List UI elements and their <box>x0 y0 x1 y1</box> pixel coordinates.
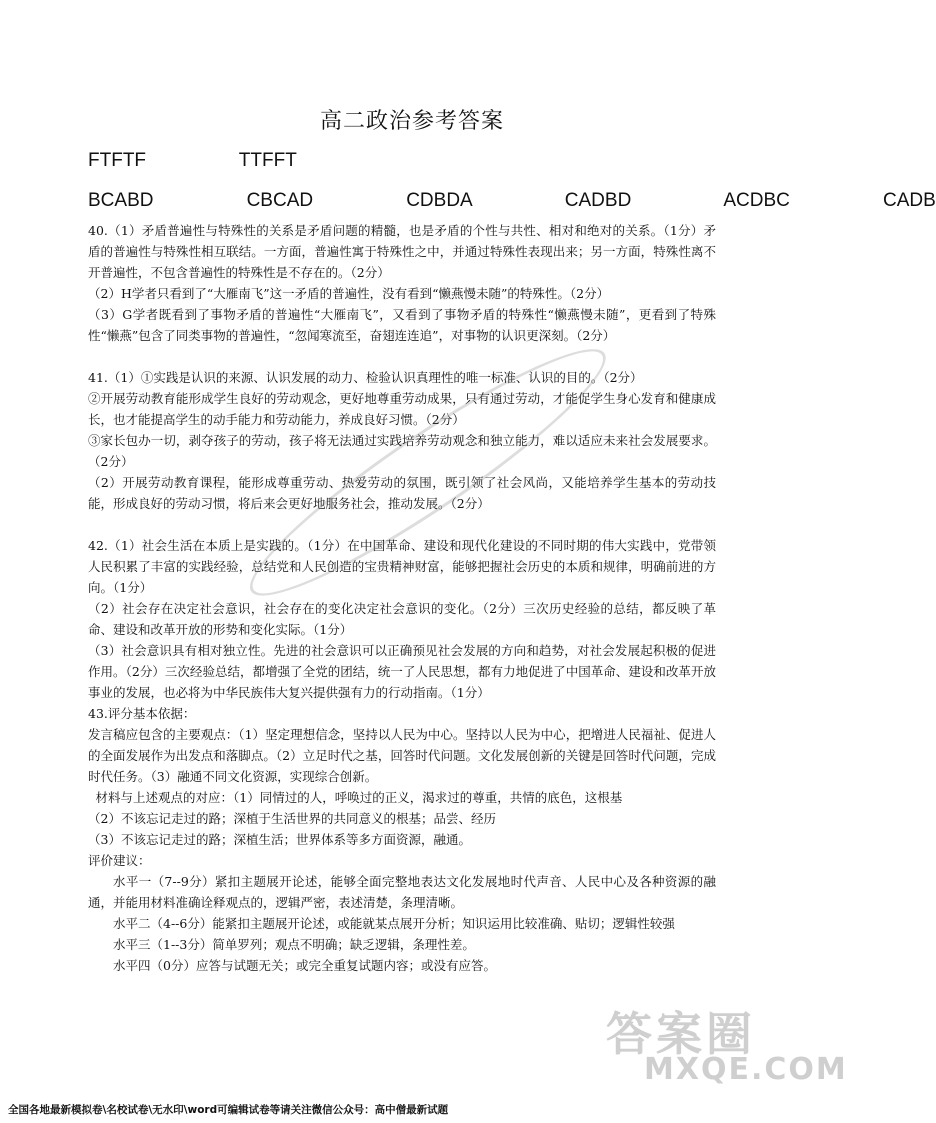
watermark-logo <box>606 998 848 1093</box>
watermark-logo-domain: MXQE.COM <box>644 1052 848 1087</box>
true-false-answers: FTFTF TTFFT <box>88 150 297 171</box>
q41-point2: ②开展劳动教育能形成学生良好的劳动观念，更好地尊重劳动成果，只有通过劳动，才能促学生身心发育和健康成长，也才能提高学生的动手能力和劳动能力，养成良好习惯。（2分） <box>88 391 716 427</box>
q42-part3: （3）社会意识具有相对独立性。先进的社会意识可以正确预见社会发展的方向和趋势，对社会发展起积极的促进作用。（2分）三次经验总结，都增强了全党的团结，统一了人民思想，都有力地促进了中国革命、建设和改革开放事业的发展，也必将为中华民族伟大复兴提供强有力的行动指南。（1分） <box>88 643 716 700</box>
q43-material-1: 材料与上述观点的对应：（1）同情过的人，呼唤过的正义，渴求过的尊重，共情的底色，这根基 <box>95 790 623 805</box>
page-footer: 全国各地最新模拟卷\名校试卷\无水印\word可编辑试卷等请关注微信公众号：高中僧最新试题 <box>8 1104 449 1116</box>
page-title: 高二政治参考答案 <box>319 109 504 134</box>
q43-material-2: （2）不该忘记走过的路；深植于生活世界的共同意义的根基；品尝、经历 <box>88 811 496 826</box>
q41-point1: 41.（1）①实践是认识的来源、认识发展的动力、检验认识真理性的唯一标准、认识的目的。（2分） <box>88 370 643 385</box>
q43-level-1: 水平一（7--9分）紧扣主题展开论述，能够全面完整地表达文化发展地时代声音、人民中心及各种资源的融通，并能用材料准确诠释观点的，逻辑严密，表述清楚，条理清晰。 <box>88 874 716 910</box>
q43-level-2: 水平二（4--6分）能紧扣主题展开论述，或能就某点展开分析；知识运用比较准确、贴切；逻辑性较强 <box>113 916 675 931</box>
q40-part1: 40.（1）矛盾普遍性与特殊性的关系是矛盾问题的精髓，也是矛盾的个性与共性、相对和绝对的关系。（1分）矛盾的普遍性与特殊性相互联结。一方面，普遍性寓于特殊性之中，并通过特殊性表现出来；另一方面，特殊性离不开普遍性，不包含普遍性的特殊性是不存在的。（2分） <box>88 223 716 280</box>
watermark-logo-text: 答案圈 <box>606 1007 756 1061</box>
q41-part2: （2）开展劳动教育课程，能形成尊重劳动、热爱劳动的氛围，既引领了社会风尚，又能培养学生基本的劳动技能，形成良好的劳动习惯，将后来会更好地服务社会，推动发展。（2分） <box>88 475 716 511</box>
q42-part2: （2）社会存在决定社会意识，社会存在的变化决定社会意识的变化。（2分）三次历史经验的总结，都反映了革命、建设和改革开放的形势和变化实际。（1分） <box>88 601 716 637</box>
q40-part2: （2）H学者只看到了“大雁南飞”这一矛盾的普遍性，没有看到“懒燕慢未随”的特殊性。（2分） <box>88 286 610 301</box>
q43-material-3: （3）不该忘记走过的路；深植生活；世界体系等多方面资源，融通。 <box>88 832 471 847</box>
q40-part3: （3）G学者既看到了事物矛盾的普遍性“大雁南飞”，又看到了事物矛盾的特殊性“懒燕慢未随”，更看到了特殊性“懒燕”包含了同类事物的普遍性，“忽闻寒流至，奋翅连连追”，对事物的认识更深刻。（2分） <box>88 307 716 343</box>
q43-eval-heading: 评价建议： <box>88 853 151 868</box>
q43-level-4: 水平四（0分）应答与试题无关；或完全重复试题内容；或没有应答。 <box>113 958 496 973</box>
q43-heading: 43.评分基本依据： <box>88 706 196 721</box>
q41-point3: ③家长包办一切，剥夺孩子的劳动，孩子将无法通过实践培养劳动观念和独立能力，难以适应未来社会发展要求。（2分） <box>88 433 716 469</box>
q42-part1: 42.（1）社会生活在本质上是实践的。（1分）在中国革命、建设和现代化建设的不同时期的伟大实践中，党带领人民积累了丰富的实践经验，总结党和人民创造的宝贵精神财富，能够把握社会历史的本质和规律，明确前进的方向。（1分） <box>88 538 716 595</box>
q43-main-points: 发言稿应包含的主要观点：（1）坚定理想信念，坚持以人民为中心。坚持以人民为中心，把增进人民福祉、促进人的全面发展作为出发点和落脚点。（2）立足时代之基，回答时代问题。文化发展创新的关键是回答时代问题，完成时代任务。（3）融通不同文化资源，实现综合创新。 <box>88 727 716 784</box>
multiple-choice-answers: BCABD CBCAD CDBDA CADBD ACDBC CADB <box>88 190 936 211</box>
q43-level-3: 水平三（1--3分）简单罗列；观点不明确；缺乏逻辑，条理性差。 <box>113 937 475 952</box>
answer-body <box>88 220 716 976</box>
